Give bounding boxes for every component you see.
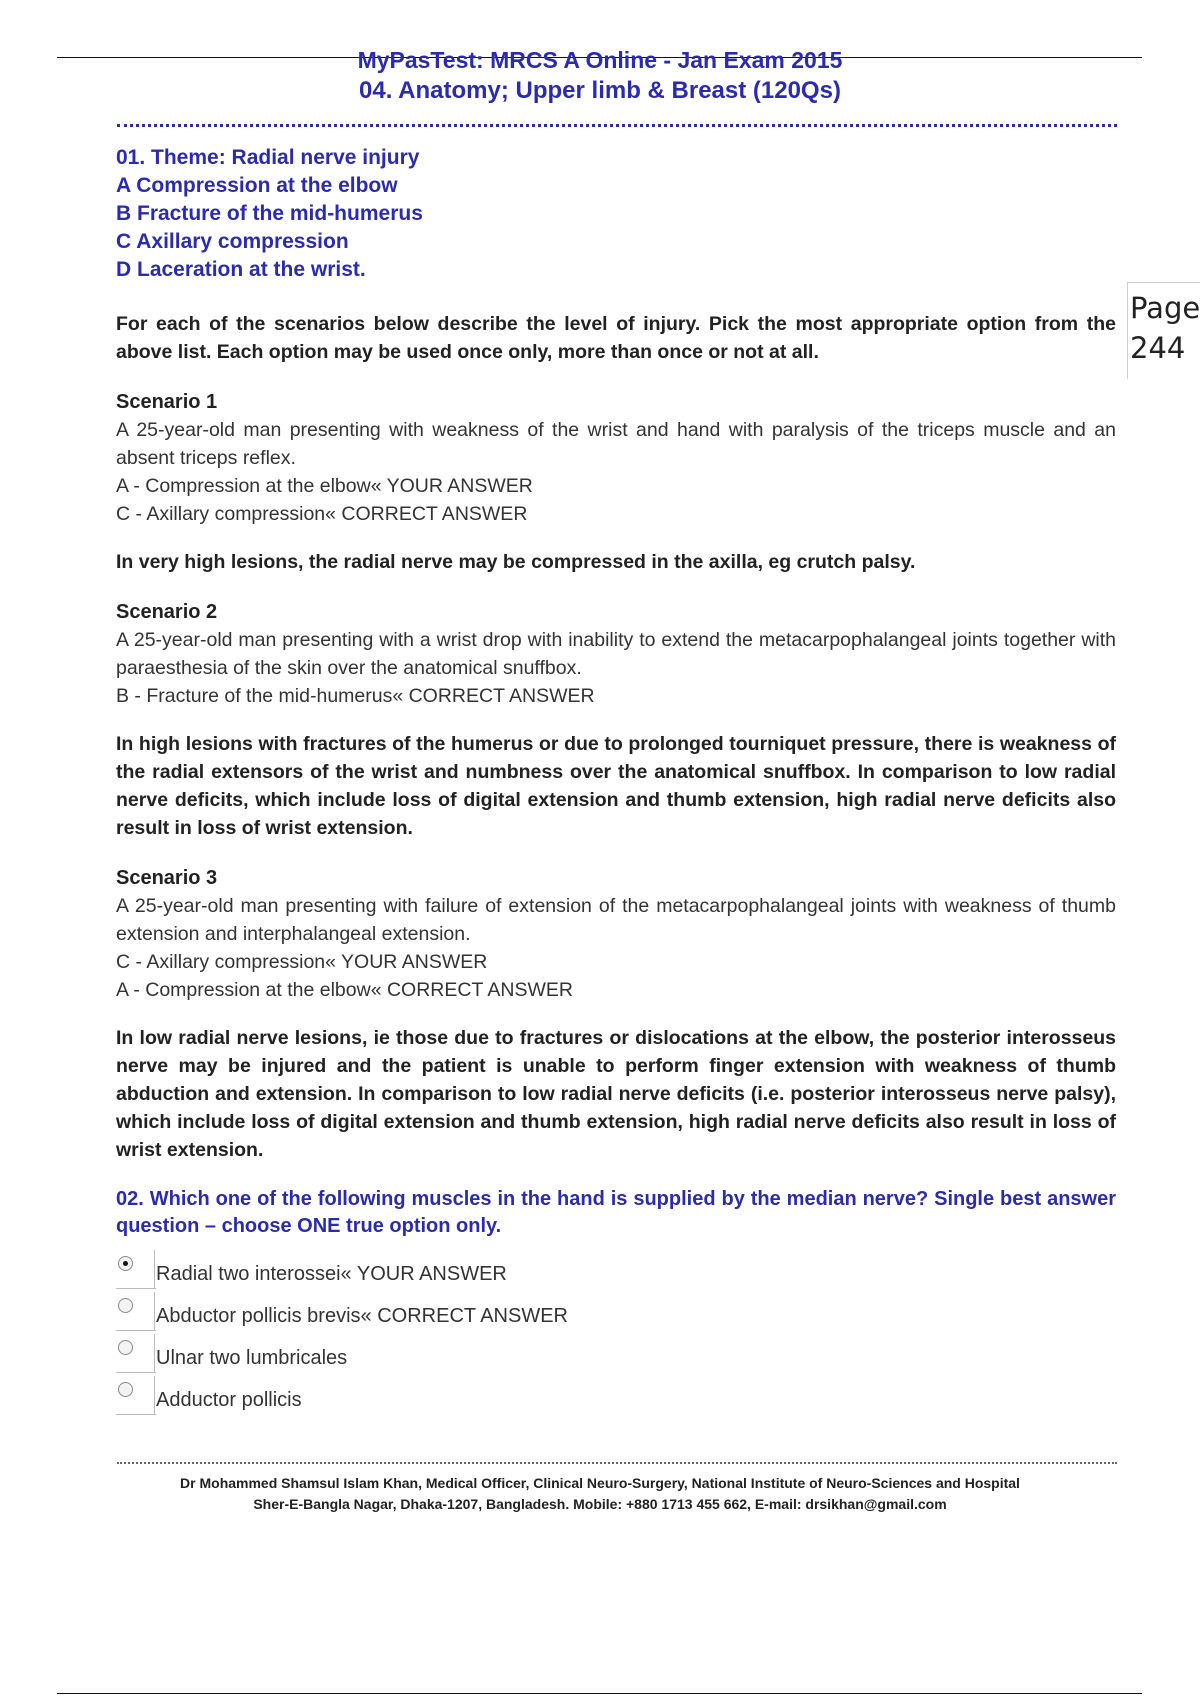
option-underline [116, 1414, 156, 1415]
footer-contact-line: Sher-E-Bangla Nagar, Dhaka-1207, Bangladesh. Mobile: +880 1713 455 662, E-mail: drsikhan@gmail.com [253, 1496, 947, 1512]
option-underline [116, 1372, 156, 1373]
scenario-1-your-answer: A - Compression at the elbow« YOUR ANSWER [116, 475, 533, 497]
option-label: Radial two interossei« YOUR ANSWER [156, 1263, 507, 1285]
header-title: MyPasTest: MRCS A Online - Jan Exam 2015 [357, 47, 843, 73]
page-number-tab [1127, 282, 1200, 379]
page-label: Page [1130, 291, 1200, 325]
radio-selected-icon[interactable] [118, 1256, 133, 1271]
footer-author-line: Dr Mohammed Shamsul Islam Khan, Medical Officer, Clinical Neuro-Surgery, National Institute of Neuro-Sciences and Hospital [180, 1475, 1020, 1491]
option-divider [154, 1292, 155, 1330]
option-underline [116, 1330, 156, 1331]
theme-option-c: C Axillary compression [116, 230, 349, 253]
theme-option-a: A Compression at the elbow [116, 174, 398, 197]
header-subtitle: 04. Anatomy; Upper limb & Breast (120Qs) [359, 77, 841, 104]
scenario-2-explanation: In high lesions with fractures of the humerus or due to prolonged tourniquet pressure, there is weakness of the radial extensors of the wrist and numbness over the anatomical snuffbox. In comparison to low radial nerve deficits, which include loss of digital extension and thumb extension, high radial nerve deficits also result in loss of wrist extension. [116, 733, 1116, 839]
question-1-theme: 01. Theme: Radial nerve injury [116, 146, 420, 169]
scenario-3-title: Scenario 3 [116, 867, 218, 889]
question-2-option[interactable] [116, 1250, 1116, 1292]
footer-dashed-divider [117, 1462, 1117, 1464]
header-dashed-divider [117, 124, 1117, 127]
scenario-3-correct-answer: A - Compression at the elbow« CORRECT ANSWER [116, 979, 573, 1001]
scenario-3-your-answer: C - Axillary compression« YOUR ANSWER [116, 951, 488, 973]
scenario-3-text: A 25-year-old man presenting with failure of extension of the metacarpophalangeal joints with weakness of thumb extension and interphalangeal extension. [116, 895, 1116, 945]
content-area [116, 144, 1116, 1418]
scenario-2-title: Scenario 2 [116, 601, 218, 623]
theme-option-b: B Fracture of the mid-humerus [116, 202, 423, 225]
scenario-3-explanation: In low radial nerve lesions, ie those due to fractures or dislocations at the elbow, the posterior interosseus nerve may be injured and the patient is unable to perform finger extension with weakness of thumb abduction and extension. In comparison to low radial nerve deficits (i.e. posterior interosseus nerve palsy), which include loss of digital extension and thumb extension, high radial nerve deficits also result in loss of wrist extension. [116, 1027, 1116, 1161]
question-2-stem: 02. Which one of the following muscles in the hand is supplied by the median nerve? Single best answer question – choose ONE true option only. [116, 1188, 1116, 1237]
option-label: Adductor pollicis [156, 1389, 302, 1411]
question-2-option[interactable] [116, 1334, 1116, 1376]
theme-option-d: D Laceration at the wrist. [116, 258, 366, 281]
scenario-1-title: Scenario 1 [116, 391, 218, 413]
page-number: 244 [1130, 331, 1186, 365]
question-2-option[interactable] [116, 1292, 1116, 1334]
scenario-1-correct-answer: C - Axillary compression« CORRECT ANSWER [116, 503, 528, 525]
scenario-1-explanation: In very high lesions, the radial nerve may be compressed in the axilla, eg crutch palsy. [116, 551, 916, 573]
option-underline [116, 1288, 156, 1289]
scenario-2-correct-answer: B - Fracture of the mid-humerus« CORRECT ANSWER [116, 685, 595, 707]
option-label: Abductor pollicis brevis« CORRECT ANSWER [156, 1305, 568, 1327]
radio-unselected-icon[interactable] [118, 1298, 133, 1313]
option-label: Ulnar two lumbricales [156, 1347, 348, 1369]
page-bottom-rule [57, 1693, 1142, 1694]
radio-unselected-icon[interactable] [118, 1382, 133, 1397]
question-1-theme-block [116, 144, 1116, 284]
question-2-option[interactable] [116, 1376, 1116, 1418]
scenario-1-text: A 25-year-old man presenting with weakness of the wrist and hand with paralysis of the triceps muscle and an absent triceps reflex. [116, 419, 1116, 469]
option-divider [154, 1250, 155, 1288]
question-1-instructions: For each of the scenarios below describe the level of injury. Pick the most appropriate option from the above list. Each option may be used once only, more than once or not at all. [116, 313, 1116, 363]
scenario-2-text: A 25-year-old man presenting with a wrist drop with inability to extend the metacarpophalangeal joints together with paraesthesia of the skin over the anatomical snuffbox. [116, 629, 1116, 679]
option-divider [154, 1376, 155, 1414]
option-divider [154, 1334, 155, 1372]
question-2-options [116, 1250, 1116, 1418]
radio-unselected-icon[interactable] [118, 1340, 133, 1355]
